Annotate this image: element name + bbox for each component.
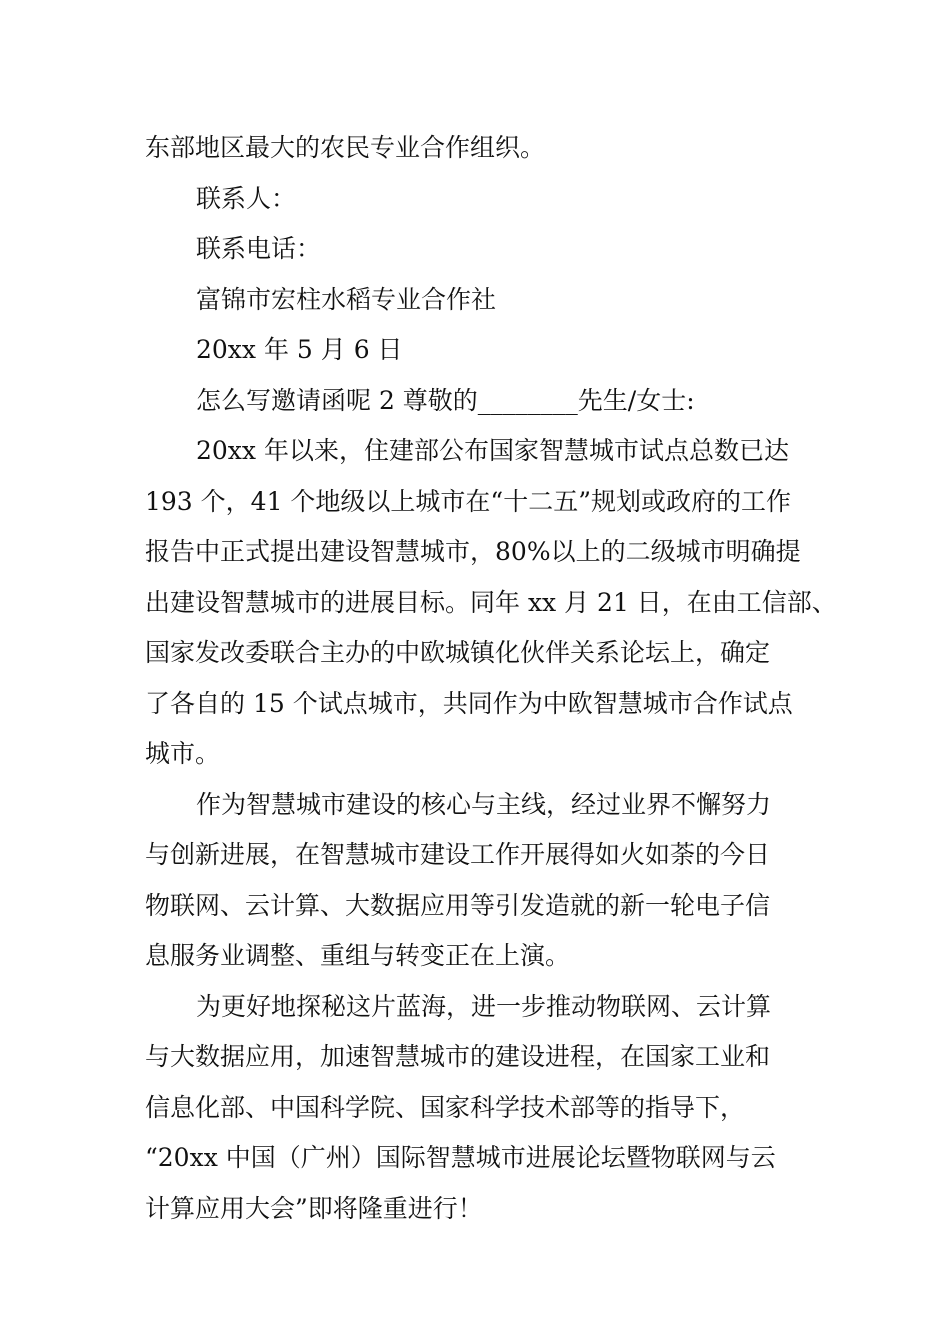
paragraph-line: 报告中正式提出建设智慧城市，80%以上的二级城市明确提 [145, 537, 801, 566]
contact-phone-label: 联系电话： [196, 234, 322, 263]
letter-heading-line: 怎么写邀请函呢 2 尊敬的________先生/女士: [196, 386, 695, 415]
paragraph-line: 了各自的 15 个试点城市，共同作为中欧智慧城市合作试点 [145, 689, 793, 718]
paragraph-line: 国家发改委联合主办的中欧城镇化伙伴关系论坛上，确定 [145, 638, 771, 667]
organization-name: 富锦市宏柱水稻专业合作社 [196, 285, 497, 314]
paragraph-line: 计算应用大会”即将隆重进行！ [145, 1194, 483, 1223]
paragraph-line: “20xx 中国（广州）国际智慧城市进展论坛暨物联网与云 [145, 1143, 776, 1172]
paragraph-line: 出建设智慧城市的进展目标。同年 xx 月 21 日，在由工信部、 [145, 588, 837, 617]
contact-person-label: 联系人： [196, 184, 297, 213]
paragraph-line: 物联网、云计算、大数据应用等引发造就的新一轮电子信 [145, 891, 771, 920]
document-date: 20xx 年 5 月 6 日 [196, 335, 403, 364]
paragraph-line: 与大数据应用，加速智慧城市的建设进程，在国家工业和 [145, 1042, 771, 1071]
paragraph-line: 城市。 [145, 739, 221, 768]
paragraph-line: 作为智慧城市建设的核心与主线，经过业界不懈努力 [196, 790, 772, 819]
paragraph-line: 193 个，41 个地级以上城市在“十二五”规划或政府的工作 [145, 487, 791, 516]
paragraph-line: 信息化部、中国科学院、国家科学技术部等的指导下， [145, 1093, 746, 1122]
paragraph-line: 东部地区最大的农民专业合作组织。 [145, 133, 546, 162]
paragraph-line: 息服务业调整、重组与转变正在上演。 [145, 941, 571, 970]
paragraph-line: 20xx 年以来，住建部公布国家智慧城市试点总数已达 [196, 436, 789, 465]
paragraph-line: 与创新进展，在智慧城市建设工作开展得如火如荼的今日 [145, 840, 771, 869]
paragraph-line: 为更好地探秘这片蓝海，进一步推动物联网、云计算 [196, 992, 772, 1021]
